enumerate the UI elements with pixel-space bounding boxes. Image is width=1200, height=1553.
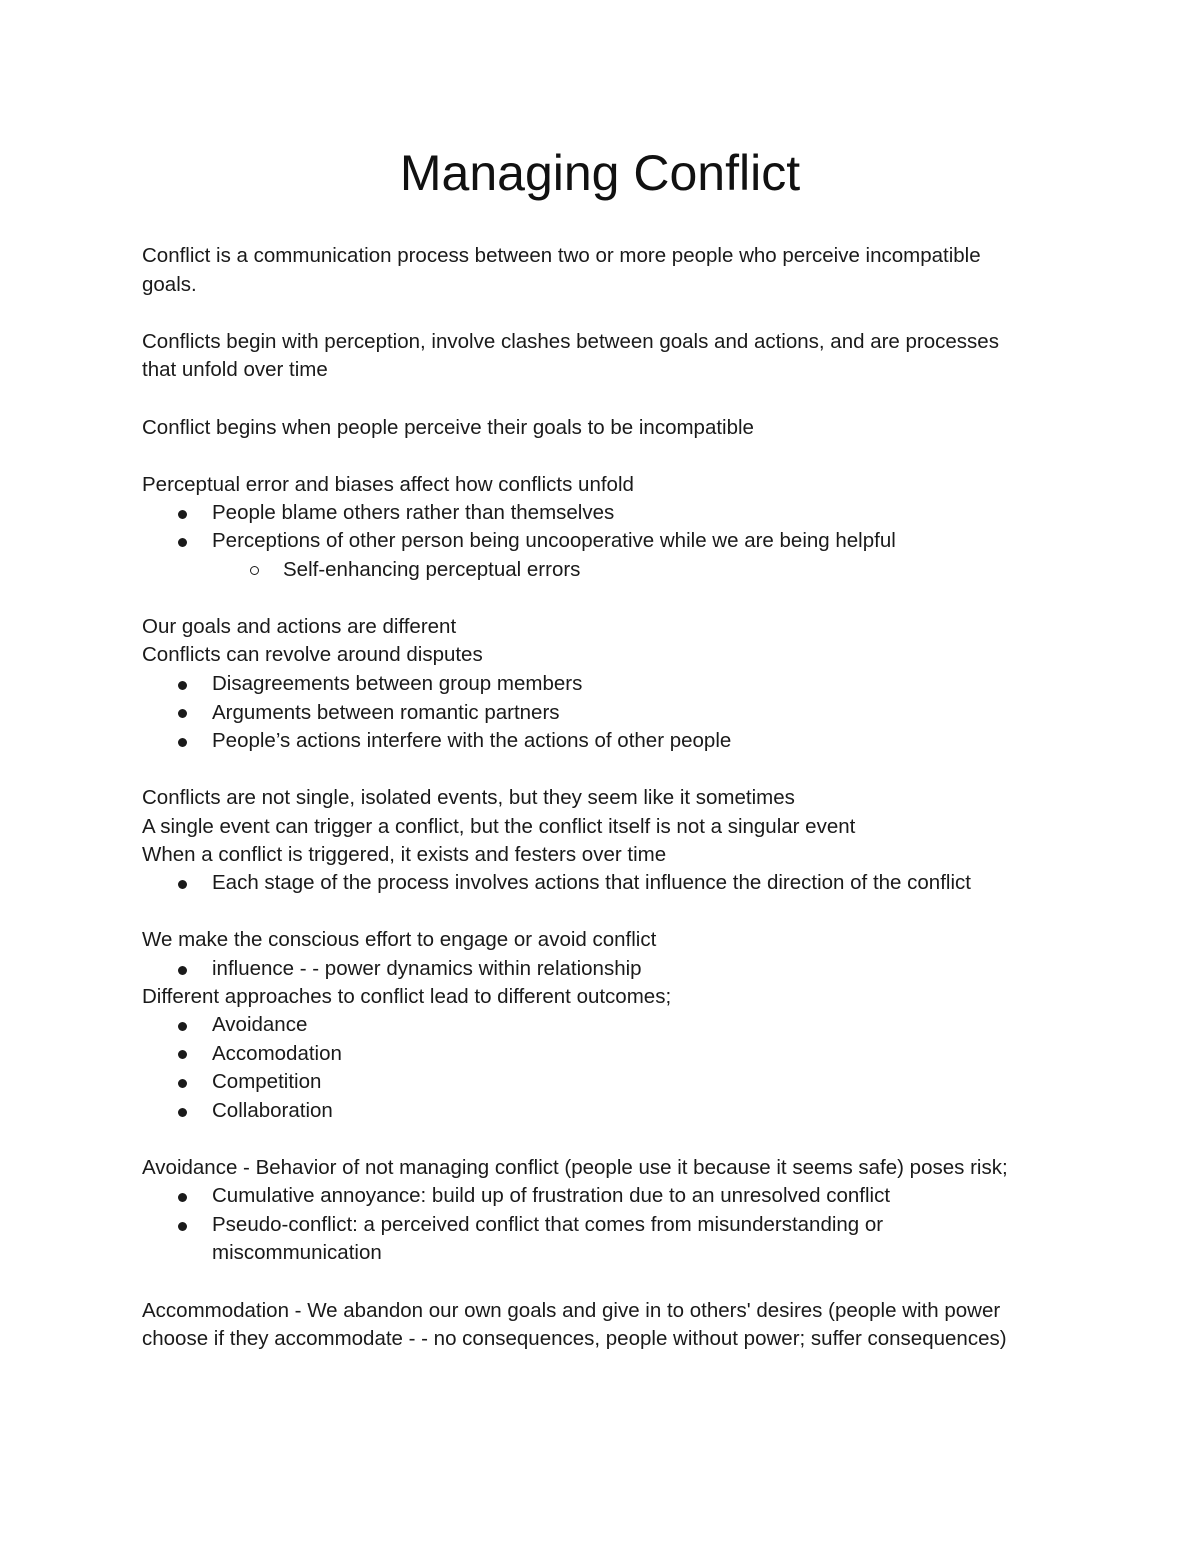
paragraph-line: When a conflict is triggered, it exists and festers over time (142, 843, 667, 866)
list-item: Perceptions of other person being uncooperative while we are being helpful (212, 529, 896, 552)
bullet-dot-icon (178, 1022, 187, 1031)
bullet-dot-icon (178, 1193, 187, 1202)
paragraph-line: We make the conscious effort to engage or avoid conflict (142, 928, 657, 951)
paragraph-line: A single event can trigger a conflict, but the conflict itself is not a singular event (142, 815, 856, 838)
bullet-dot-icon (178, 709, 187, 718)
paragraph-line: Perceptual error and biases affect how conflicts unfold (142, 473, 634, 496)
paragraph-line: Conflict is a communication process between two or more people who perceive incompatible (142, 244, 981, 267)
paragraph-line: Conflicts begin with perception, involve clashes between goals and actions, and are processes (142, 330, 999, 353)
list-item: People’s actions interfere with the actions of other people (212, 729, 732, 752)
bullet-dot-icon (178, 510, 187, 519)
list-item: Cumulative annoyance: build up of frustration due to an unresolved conflict (212, 1184, 891, 1207)
bullet-dot-icon (178, 1079, 187, 1088)
bullet-dot-icon (178, 1050, 187, 1059)
list-item: Each stage of the process involves actions that influence the direction of the conflict (212, 871, 971, 894)
bullet-dot-icon (178, 1108, 187, 1117)
paragraph-line: Different approaches to conflict lead to different outcomes; (142, 985, 672, 1008)
list-item: Accomodation (212, 1042, 342, 1065)
bullet-circle-icon (250, 566, 259, 575)
paragraph-line: Conflicts can revolve around disputes (142, 643, 483, 666)
paragraph-line: Our goals and actions are different (142, 615, 457, 638)
paragraph-line: Avoidance - Behavior of not managing conflict (people use it because it seems safe) poses risk; (142, 1156, 1008, 1179)
list-item: People blame others rather than themselves (212, 501, 615, 524)
list-item: influence - - power dynamics within relationship (212, 957, 642, 980)
list-item: Collaboration (212, 1099, 333, 1122)
list-item: Disagreements between group members (212, 672, 583, 695)
list-item: Pseudo-conflict: a perceived conflict that comes from misunderstanding or (212, 1213, 884, 1236)
paragraph-line: that unfold over time (142, 358, 328, 381)
list-item-nested: Self-enhancing perceptual errors (283, 558, 581, 581)
list-item: Competition (212, 1070, 322, 1093)
paragraph-line: goals. (142, 273, 197, 296)
bullet-dot-icon (178, 681, 187, 690)
list-item: Arguments between romantic partners (212, 701, 560, 724)
paragraph-line: choose if they accommodate - - no consequences, people without power; suffer consequences) (142, 1327, 1007, 1350)
list-item: Avoidance (212, 1013, 308, 1036)
bullet-dot-icon (178, 966, 187, 975)
page-title: Managing Conflict (399, 145, 801, 201)
bullet-dot-icon (178, 738, 187, 747)
paragraph-line: Accommodation - We abandon our own goals and give in to others' desires (people with power (142, 1299, 1001, 1322)
paragraph-line: Conflict begins when people perceive their goals to be incompatible (142, 416, 754, 439)
bullet-dot-icon (178, 1222, 187, 1231)
bullet-dot-icon (178, 880, 187, 889)
paragraph-line: Conflicts are not single, isolated events, but they seem like it sometimes (142, 786, 795, 809)
list-item-continuation: miscommunication (212, 1241, 382, 1264)
bullet-dot-icon (178, 538, 187, 547)
